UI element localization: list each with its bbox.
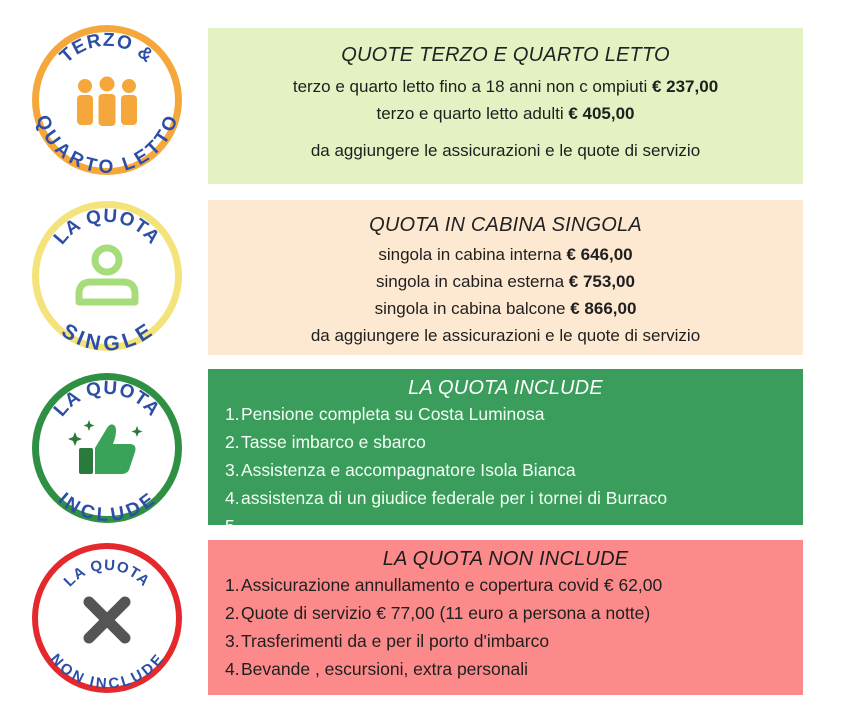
badge-terzo-quarto-letto [29, 22, 185, 178]
price-value: € 405,00 [568, 104, 635, 123]
badge-top-text: LA QUOTA [49, 377, 164, 421]
price-line: terzo e quarto letto adulti € 405,00 [376, 104, 635, 123]
badge-bottom-text: QUARTO LETTO [31, 112, 183, 178]
price-value: € 646,00 [566, 245, 633, 264]
include-list [208, 400, 803, 540]
price-line: singola in cabina interna € 646,00 [378, 245, 633, 264]
panel-title: QUOTA IN CABINA SINGOLA [369, 214, 642, 236]
price-value: € 753,00 [568, 272, 635, 291]
panel-quota-non-include [208, 540, 803, 695]
price-line: singola in cabina balcone € 866,00 [374, 299, 637, 318]
panel-title: QUOTE TERZO E QUARTO LETTO [341, 44, 670, 66]
panel-note: da aggiungere le assicurazioni e le quote di servizio [310, 141, 701, 160]
badge-quota-include [29, 370, 185, 526]
badge-bottom-text: NON INCLUDE [46, 650, 168, 693]
list-item: 3. Assistenza e accompagnatore Isola Bianca [225, 460, 576, 480]
list-item: 3. Trasferimenti da e per il porto d'imbarco [225, 631, 550, 651]
panel-terzo-quarto-letto [208, 28, 803, 184]
price-value: € 237,00 [651, 77, 719, 96]
list-item: 2. Quote di servizio € 77,00 (11 euro a persona a notte) [225, 603, 651, 623]
panel-title: LA QUOTA INCLUDE [408, 377, 603, 399]
panel-title: LA QUOTA NON INCLUDE [382, 548, 629, 570]
list-item: 5. [225, 516, 240, 536]
price-line: singola in cabina esterna € 753,00 [376, 272, 635, 291]
badge-bottom-text: SINGLE [57, 319, 157, 354]
price-value: € 866,00 [570, 299, 637, 318]
three-people-icon [77, 77, 137, 127]
price-line: terzo e quarto letto fino a 18 anni non c ompiuti € 237,00 [292, 77, 719, 96]
list-item: 4. assistenza di un giudice federale per i tornei di Burraco [225, 488, 668, 508]
badge-bottom-text: INCLUDE [53, 488, 160, 526]
panel-note: da aggiungere le assicurazioni e le quote di servizio [310, 326, 701, 345]
non-include-list [208, 571, 803, 683]
badge-quota-non-include [29, 540, 185, 696]
panel-quota-include [208, 369, 803, 536]
badge-single-svg [29, 198, 185, 354]
badge-top-text: TERZO & [56, 29, 158, 68]
badge-include-svg [29, 370, 185, 526]
badge-noninclude-svg [29, 540, 185, 696]
panel-cabina-singola [208, 200, 803, 355]
badge-quota-single [29, 198, 185, 354]
badge-terzo-svg [29, 22, 185, 178]
badge-top-text: LA QUOTA [60, 556, 154, 591]
list-item: 2. Tasse imbarco e sbarco [225, 432, 426, 452]
list-item: 4. Bevande , escursioni, extra personali [225, 659, 528, 679]
list-item: 1. Assicurazione annullamento e copertura covid € 62,00 [225, 575, 663, 595]
list-item: 1. Pensione completa su Costa Luminosa [225, 404, 545, 424]
badge-top-text: LA QUOTA [49, 205, 164, 249]
